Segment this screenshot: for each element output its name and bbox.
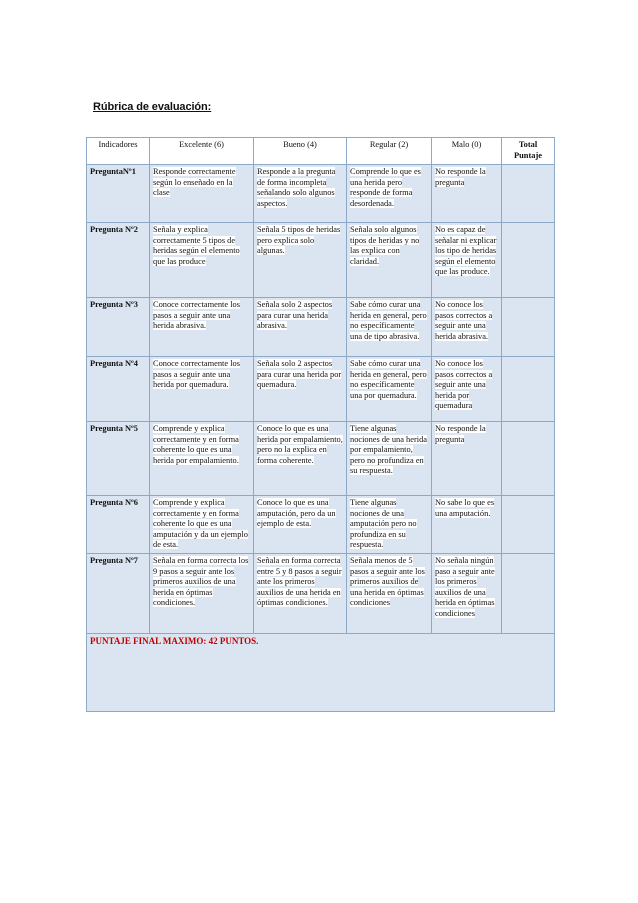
excelente-text: Señala en forma correcta los 9 pasos a seguir ante los primeros auxilios de una herida en óptimas condiciones. — [153, 555, 249, 608]
excelente-text: Conoce correctamente los pasos a seguir ante una herida por quemadura. — [153, 359, 240, 390]
bueno-cell — [254, 496, 347, 554]
regular-text: Tiene algunas nociones de una herida por empalamiento, pero no profundiza en su respuesta. — [350, 424, 427, 476]
malo-cell — [432, 223, 502, 298]
regular-cell — [347, 553, 432, 633]
excelente-cell — [150, 223, 254, 298]
excelente-text: Comprende y explica correctamente y en forma coherente lo que es una herida por empalamiento. — [153, 424, 239, 465]
total-cell — [502, 553, 555, 633]
regular-text: Señala menos de 5 pasos a seguir ante los primeros auxilios de una herida en óptimas condiciones — [350, 555, 425, 608]
total-cell — [502, 223, 555, 298]
malo-cell — [432, 298, 502, 357]
excelente-cell — [150, 553, 254, 633]
regular-cell — [347, 357, 432, 422]
excelente-cell — [150, 357, 254, 422]
regular-cell — [347, 165, 432, 223]
indicator-cell: Pregunta Nº4 — [87, 357, 150, 422]
table-row — [87, 165, 555, 223]
excelente-text: Señala y explica correctamente 5 tipos de heridas según el elemento que las produce — [153, 225, 240, 266]
bueno-cell — [254, 553, 347, 633]
bueno-text: Responde a la pregunta de forma incompleta señalando solo algunos aspectos. — [257, 167, 336, 208]
malo-text: No conoce los pasos correctos a seguir ante una herida por quemadura — [435, 359, 493, 411]
total-cell — [502, 357, 555, 422]
indicator-cell: Pregunta Nº7 — [87, 553, 150, 633]
header-malo: Malo (0) — [432, 138, 502, 165]
regular-cell — [347, 496, 432, 554]
total-cell — [502, 496, 555, 554]
malo-text: No conoce los pasos correctos a seguir ante una herida abrasiva. — [435, 300, 493, 341]
total-cell — [502, 165, 555, 223]
final-score-text: PUNTAJE FINAL MAXIMO: 42 PUNTOS. — [87, 633, 555, 711]
header-bueno: Bueno (4) — [254, 138, 347, 165]
bueno-text: Señala 5 tipos de heridas pero explica solo algunas. — [257, 225, 341, 256]
indicator-cell: PreguntaNº1 — [87, 165, 150, 223]
table-row — [87, 298, 555, 357]
excelente-cell — [150, 165, 254, 223]
regular-text: Comprende lo que es una herida pero responde de forma desordenada. — [350, 167, 421, 208]
bueno-cell — [254, 223, 347, 298]
excelente-text: Comprende y explica correctamente y en forma coherente lo que es una amputación y da un ejemplo de esta. — [153, 498, 248, 550]
malo-cell — [432, 496, 502, 554]
malo-text: No responde la pregunta — [435, 424, 486, 444]
malo-cell — [432, 553, 502, 633]
bueno-cell — [254, 165, 347, 223]
total-cell — [502, 422, 555, 496]
regular-text: Sabe cómo curar una herida en general, pero no específicamente una de tipo abrasiva. — [350, 300, 427, 341]
malo-cell — [432, 422, 502, 496]
header-indicadores: Indicadores — [87, 138, 150, 165]
table-row — [87, 422, 555, 496]
malo-text: No señala ningún paso a seguir ante los primeros auxilios de una herida en óptimas condiciones — [435, 555, 495, 618]
malo-text: No sabe lo que es una amputación. — [435, 498, 495, 518]
final-score-row — [87, 633, 555, 711]
excelente-cell — [150, 496, 254, 554]
malo-cell — [432, 357, 502, 422]
regular-text: Tiene algunas nociones de una amputación pero no profundiza en su respuesta. — [350, 498, 417, 550]
malo-text: No es capaz de señalar ni explicar los tipo de heridas según el elemento que las produce. — [435, 225, 497, 277]
regular-cell — [347, 223, 432, 298]
header-regular: Regular (2) — [347, 138, 432, 165]
regular-text: Señala solo algunos tipos de heridas y no las explica con claridad. — [350, 225, 420, 266]
table-row — [87, 357, 555, 422]
rubric-heading: Rúbrica de evaluación: — [93, 101, 212, 113]
bueno-cell — [254, 298, 347, 357]
regular-text: Sabe cómo curar una herida en general, pero no específicamente una por quemadura. — [350, 359, 427, 400]
bueno-text: Conoce lo que es una amputación, pero da un ejemplo de esta. — [257, 498, 336, 529]
regular-cell — [347, 298, 432, 357]
bueno-cell — [254, 422, 347, 496]
table-row — [87, 496, 555, 554]
bueno-text: Señala en forma correcta entre 5 y 8 pasos a seguir ante los primeros auxilios de una herida en óptimas condiciones. — [257, 555, 342, 608]
header-row — [87, 138, 555, 165]
table-row — [87, 223, 555, 298]
excelente-text: Conoce correctamente los pasos a seguir ante una herida abrasiva. — [153, 300, 240, 331]
excelente-cell — [150, 422, 254, 496]
bueno-cell — [254, 357, 347, 422]
excelente-text: Responde correctamente según lo enseñado en la clase — [153, 167, 236, 198]
rubric-table — [86, 137, 555, 712]
indicator-cell: Pregunta Nº5 — [87, 422, 150, 496]
header-total-puntaje: Total Puntaje — [502, 138, 555, 165]
malo-text: No responde la pregunta — [435, 167, 486, 187]
indicator-cell: Pregunta Nº6 — [87, 496, 150, 554]
header-excelente: Excelente (6) — [150, 138, 254, 165]
bueno-text: Conoce lo que es una herida por empalamiento, pero no la explica en forma coherente. — [257, 424, 343, 465]
regular-cell — [347, 422, 432, 496]
malo-cell — [432, 165, 502, 223]
bueno-text: Señala solo 2 aspectos para curar una herida abrasiva. — [257, 300, 333, 331]
table-row — [87, 553, 555, 633]
indicator-cell: Pregunta Nº2 — [87, 223, 150, 298]
excelente-cell — [150, 298, 254, 357]
bueno-text: Señala solo 2 aspectos para curar una herida por quemadura. — [257, 359, 342, 390]
indicator-cell: Pregunta Nº3 — [87, 298, 150, 357]
total-cell — [502, 298, 555, 357]
